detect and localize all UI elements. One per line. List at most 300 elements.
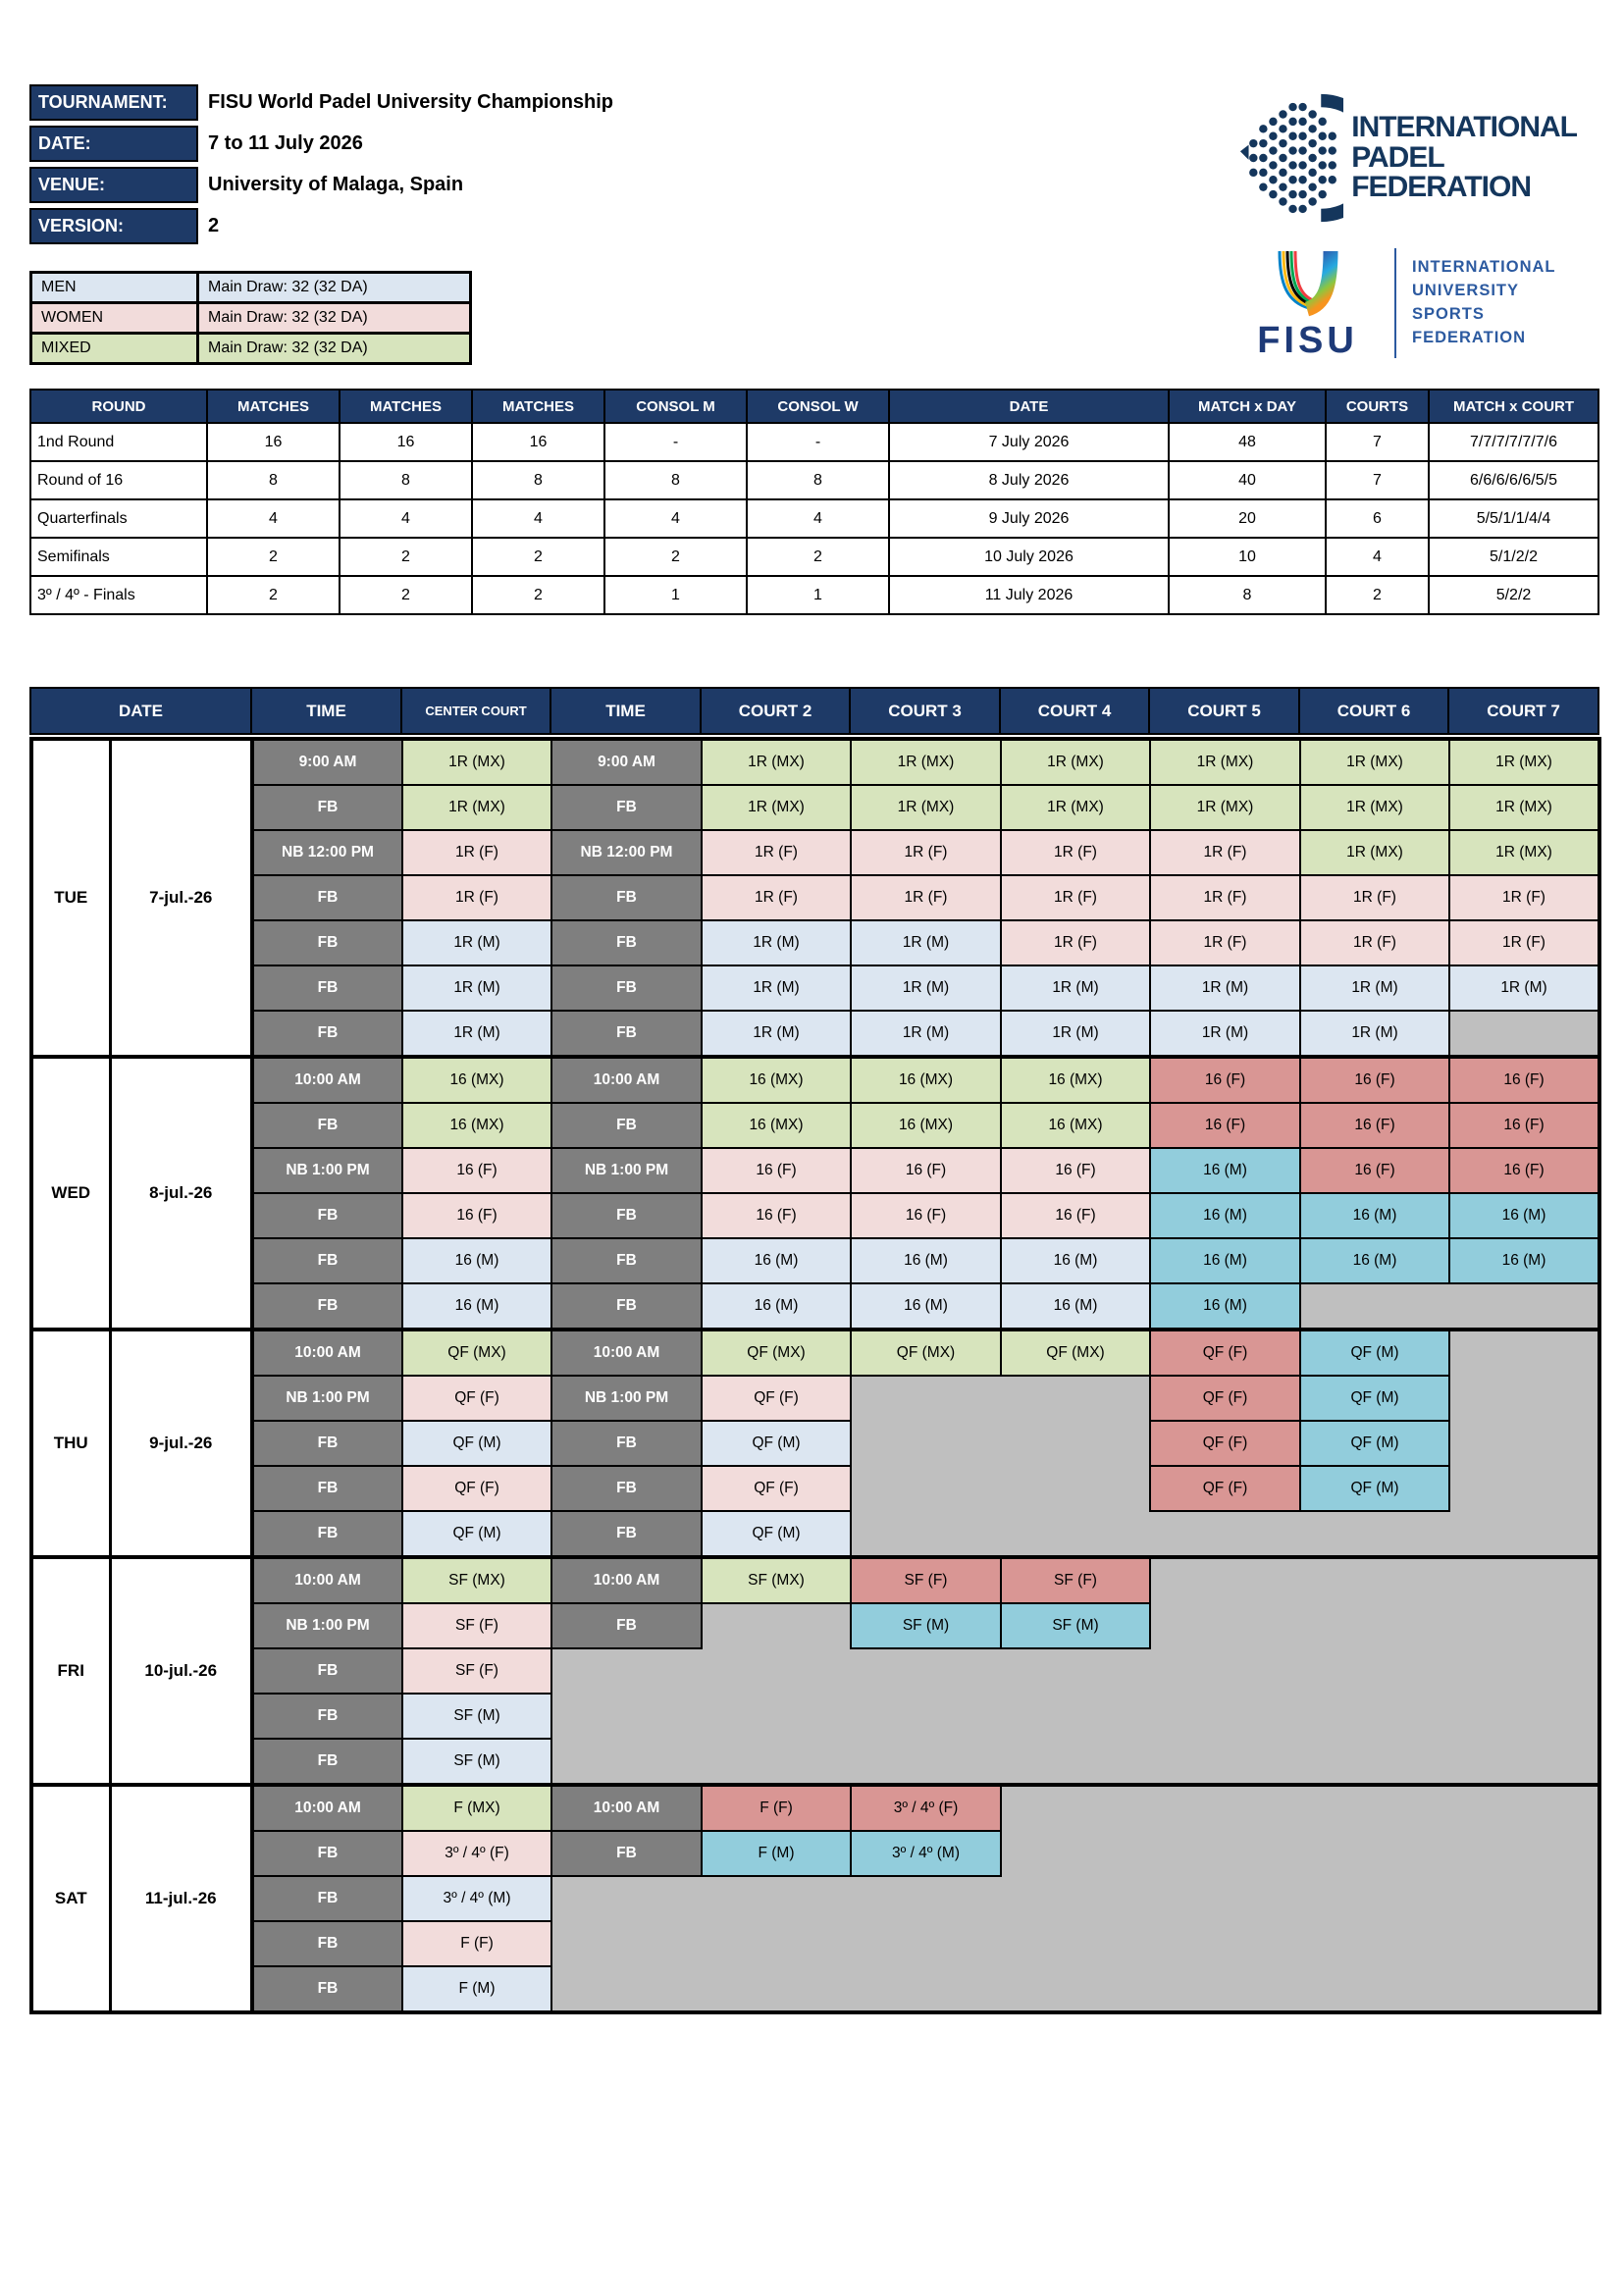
schedule-row	[31, 1603, 1599, 1648]
time-cell: FB	[551, 1103, 702, 1148]
match-cell-women: QF (F)	[702, 1466, 851, 1511]
match-cell-men: QF (M)	[702, 1511, 851, 1557]
rounds-header-row	[30, 390, 1598, 423]
empty-cell	[1001, 1376, 1150, 1421]
schedule-row	[31, 1876, 1599, 1921]
time-cell: 9:00 AM	[551, 739, 702, 785]
empty-cell	[1150, 1876, 1300, 1921]
match-cell-mixed: 16 (MX)	[702, 1057, 851, 1103]
time-cell: NB 1:00 PM	[252, 1376, 402, 1421]
match-cell-consol-men: 16 (M)	[1150, 1193, 1300, 1238]
empty-cell	[851, 1876, 1001, 1921]
match-cell-consol-women: 16 (F)	[1300, 1148, 1449, 1193]
match-cell-mixed: 16 (MX)	[402, 1103, 551, 1148]
empty-cell	[1001, 1739, 1150, 1785]
empty-cell	[1300, 1511, 1449, 1557]
info-row-date	[29, 126, 623, 162]
schedule-row	[31, 1511, 1599, 1557]
schedule-row	[31, 1376, 1599, 1421]
rounds-cell: 1	[747, 576, 889, 614]
rounds-row	[30, 499, 1598, 538]
match-cell-consol-women: QF (F)	[1150, 1376, 1300, 1421]
match-cell-mixed: 1R (MX)	[1300, 785, 1449, 830]
empty-cell	[1449, 1694, 1599, 1739]
match-cell-men: QF (M)	[402, 1421, 551, 1466]
match-cell-consol-women: 16 (F)	[1300, 1057, 1449, 1103]
rounds-cell: 16	[340, 423, 472, 461]
match-cell-women: 1R (F)	[1449, 920, 1599, 965]
rounds-header-matches: MATCHES	[472, 390, 604, 423]
match-cell-consol-women: QF (F)	[1150, 1466, 1300, 1511]
rounds-cell: 2	[340, 538, 472, 576]
match-cell-mixed: 1R (MX)	[1300, 739, 1449, 785]
rounds-cell: 16	[207, 423, 340, 461]
rounds-cell: 2	[207, 576, 340, 614]
match-cell-consol-women: SF (F)	[1001, 1557, 1150, 1603]
draw-row-men	[31, 273, 471, 303]
match-cell-women: 1R (F)	[1300, 875, 1449, 920]
match-cell-women: 16 (F)	[1001, 1193, 1150, 1238]
match-cell-mixed: 1R (MX)	[851, 739, 1001, 785]
time-cell: NB 12:00 PM	[551, 830, 702, 875]
fisu-logo	[1227, 238, 1580, 368]
match-cell-consol-women: 16 (F)	[1449, 1103, 1599, 1148]
match-cell-women: 1R (F)	[1001, 920, 1150, 965]
rounds-cell: 4	[1326, 538, 1429, 576]
time-cell: FB	[551, 1238, 702, 1283]
day-date: 8-jul.-26	[110, 1057, 252, 1330]
info-row-venue	[29, 167, 623, 203]
schedule-header-court-7: COURT 7	[1448, 688, 1598, 734]
schedule-row	[31, 920, 1599, 965]
rounds-cell: 4	[604, 499, 747, 538]
rounds-cell: 11 July 2026	[889, 576, 1169, 614]
ipf-line-2: PADEL	[1351, 140, 1444, 174]
match-cell-mixed: 1R (MX)	[1449, 785, 1599, 830]
empty-cell	[1449, 1466, 1599, 1511]
rounds-cell: 5/5/1/1/4/4	[1429, 499, 1598, 538]
empty-cell	[1150, 1511, 1300, 1557]
schedule-header-time: TIME	[251, 688, 401, 734]
time-cell: FB	[551, 1466, 702, 1511]
match-cell-men: 1R (M)	[702, 1011, 851, 1057]
empty-cell	[1300, 1831, 1449, 1876]
time-cell: FB	[551, 965, 702, 1011]
day-date: 11-jul.-26	[110, 1785, 252, 2012]
empty-cell	[1001, 1421, 1150, 1466]
rounds-header-consol-m: CONSOL M	[604, 390, 747, 423]
match-cell-women: 16 (F)	[1001, 1148, 1150, 1193]
schedule-row	[31, 1739, 1599, 1785]
match-cell-women: 1R (F)	[851, 875, 1001, 920]
rounds-header-match-x-day: MATCH x DAY	[1169, 390, 1326, 423]
empty-cell	[1001, 1511, 1150, 1557]
rounds-cell: 8	[207, 461, 340, 499]
time-cell: NB 1:00 PM	[551, 1376, 702, 1421]
rounds-cell: 48	[1169, 423, 1326, 461]
rounds-cell: 7/7/7/7/7/7/6	[1429, 423, 1598, 461]
rounds-cell: 8	[472, 461, 604, 499]
empty-cell	[1300, 1966, 1449, 2012]
empty-cell	[1300, 1876, 1449, 1921]
empty-cell	[1449, 1876, 1599, 1921]
empty-cell	[702, 1876, 851, 1921]
match-cell-mixed: 16 (MX)	[1001, 1057, 1150, 1103]
info-row-version	[29, 208, 623, 244]
empty-cell	[1300, 1694, 1449, 1739]
match-cell-consol-women: 16 (F)	[1300, 1103, 1449, 1148]
empty-cell	[1449, 1330, 1599, 1376]
match-cell-men: 1R (M)	[1300, 1011, 1449, 1057]
day-label: FRI	[31, 1557, 110, 1785]
match-cell-men: 16 (M)	[702, 1238, 851, 1283]
time-cell: FB	[252, 1921, 402, 1966]
match-cell-women: 1R (F)	[1300, 920, 1449, 965]
match-cell-women: 1R (F)	[1150, 920, 1300, 965]
schedule-row	[31, 1148, 1599, 1193]
empty-cell	[1150, 1694, 1300, 1739]
empty-cell	[1150, 1648, 1300, 1694]
match-cell-women: 3º / 4º (F)	[402, 1831, 551, 1876]
day-label: SAT	[31, 1785, 110, 2012]
empty-cell	[1150, 1831, 1300, 1876]
empty-cell	[1300, 1785, 1449, 1831]
draw-value-men: Main Draw: 32 (32 DA)	[198, 273, 471, 303]
draw-row-mixed	[31, 334, 471, 364]
match-cell-women: 1R (F)	[702, 830, 851, 875]
schedule-header-court-6: COURT 6	[1299, 688, 1448, 734]
rounds-table	[29, 389, 1599, 615]
rounds-cell: 5/1/2/2	[1429, 538, 1598, 576]
ipf-line-1: INTERNATIONAL	[1351, 110, 1577, 143]
match-cell-consol-women: 3º / 4º (F)	[851, 1785, 1001, 1831]
empty-cell	[851, 1921, 1001, 1966]
empty-cell	[1150, 1557, 1300, 1603]
time-cell: FB	[252, 1648, 402, 1694]
empty-cell	[1150, 1739, 1300, 1785]
rounds-cell: 7 July 2026	[889, 423, 1169, 461]
time-cell: 9:00 AM	[252, 739, 402, 785]
match-cell-mixed: 1R (MX)	[1449, 830, 1599, 875]
match-cell-men: 1R (M)	[402, 965, 551, 1011]
rounds-cell: 10	[1169, 538, 1326, 576]
empty-cell	[1449, 1283, 1599, 1330]
rounds-cell: 4	[207, 499, 340, 538]
match-cell-consol-men: SF (M)	[1001, 1603, 1150, 1648]
match-cell-mixed: 16 (MX)	[1001, 1103, 1150, 1148]
draw-label-men: MEN	[31, 273, 198, 303]
match-cell-consol-women: 16 (F)	[1449, 1148, 1599, 1193]
empty-cell	[851, 1511, 1001, 1557]
match-cell-consol-women: 16 (F)	[1150, 1057, 1300, 1103]
empty-cell	[1001, 1466, 1150, 1511]
match-cell-women: F (F)	[402, 1921, 551, 1966]
match-cell-mixed: 16 (MX)	[851, 1103, 1001, 1148]
match-cell-women: 1R (F)	[1150, 830, 1300, 875]
rounds-cell: 40	[1169, 461, 1326, 499]
schedule-header-row	[30, 688, 1598, 734]
match-cell-mixed: SF (MX)	[402, 1557, 551, 1603]
day-date: 9-jul.-26	[110, 1330, 252, 1557]
match-cell-women: 1R (F)	[402, 830, 551, 875]
match-cell-women: 16 (F)	[851, 1193, 1001, 1238]
rounds-cell: 2	[604, 538, 747, 576]
match-cell-women: 1R (F)	[1449, 875, 1599, 920]
match-cell-mixed: QF (MX)	[702, 1330, 851, 1376]
empty-cell	[1449, 1376, 1599, 1421]
schedule-header-time: TIME	[550, 688, 701, 734]
match-cell-women: 16 (F)	[702, 1148, 851, 1193]
rounds-cell: 2	[472, 538, 604, 576]
empty-cell	[1449, 1557, 1599, 1603]
empty-cell	[851, 1966, 1001, 2012]
match-cell-men: 1R (M)	[1449, 965, 1599, 1011]
empty-cell	[1300, 1921, 1449, 1966]
match-cell-consol-men: 16 (M)	[1300, 1193, 1449, 1238]
schedule-header-table	[29, 687, 1599, 735]
match-cell-mixed: 1R (MX)	[1001, 785, 1150, 830]
rounds-cell: 4	[747, 499, 889, 538]
match-cell-men: 1R (M)	[402, 1011, 551, 1057]
empty-cell	[1150, 1603, 1300, 1648]
empty-cell	[1449, 1966, 1599, 2012]
rounds-cell: 7	[1326, 423, 1429, 461]
match-cell-men: 16 (M)	[851, 1238, 1001, 1283]
match-cell-men: 1R (M)	[702, 965, 851, 1011]
time-cell: FB	[551, 785, 702, 830]
time-cell: FB	[551, 1011, 702, 1057]
match-cell-men: 16 (M)	[402, 1238, 551, 1283]
time-cell: FB	[252, 1193, 402, 1238]
fisu-u-icon	[1266, 247, 1350, 320]
empty-cell	[1001, 1921, 1150, 1966]
match-cell-mixed: 16 (MX)	[851, 1057, 1001, 1103]
schedule-row	[31, 1330, 1599, 1376]
empty-cell	[1150, 1921, 1300, 1966]
match-cell-mixed: 16 (MX)	[702, 1103, 851, 1148]
time-cell: 10:00 AM	[551, 1330, 702, 1376]
time-cell: 10:00 AM	[551, 1557, 702, 1603]
match-cell-men: 16 (M)	[702, 1283, 851, 1330]
match-cell-men: SF (M)	[402, 1739, 551, 1785]
rounds-cell: Round of 16	[30, 461, 207, 499]
schedule-header-center-court: CENTER COURT	[401, 688, 550, 734]
match-cell-consol-women: QF (F)	[1150, 1330, 1300, 1376]
info-label-date: DATE:	[29, 126, 198, 162]
match-cell-women: 16 (F)	[402, 1148, 551, 1193]
info-value-tournament: FISU World Padel University Championship	[208, 91, 614, 113]
match-cell-women: 1R (F)	[702, 875, 851, 920]
rounds-row	[30, 538, 1598, 576]
time-cell: FB	[252, 1283, 402, 1330]
day-label: WED	[31, 1057, 110, 1330]
empty-cell	[1449, 1011, 1599, 1057]
match-cell-mixed: QF (MX)	[1001, 1330, 1150, 1376]
match-cell-consol-women: F (F)	[702, 1785, 851, 1831]
match-cell-consol-men: 16 (M)	[1150, 1283, 1300, 1330]
info-label-venue: VENUE:	[29, 167, 198, 203]
fisu-wordmark: FISU	[1257, 320, 1358, 361]
rounds-cell: 4	[472, 499, 604, 538]
schedule-row	[31, 1193, 1599, 1238]
time-cell: FB	[551, 875, 702, 920]
rounds-cell: 3º / 4º - Finals	[30, 576, 207, 614]
match-cell-women: SF (F)	[402, 1648, 551, 1694]
match-cell-women: QF (F)	[402, 1376, 551, 1421]
time-cell: FB	[551, 1603, 702, 1648]
draw-label-mixed: MIXED	[31, 334, 198, 364]
empty-cell	[551, 1739, 702, 1785]
empty-cell	[1300, 1603, 1449, 1648]
info-value-date: 7 to 11 July 2026	[208, 132, 363, 154]
rounds-cell: 4	[340, 499, 472, 538]
rounds-header-consol-w: CONSOL W	[747, 390, 889, 423]
rounds-header-date: DATE	[889, 390, 1169, 423]
match-cell-mixed: 1R (MX)	[1150, 739, 1300, 785]
empty-cell	[551, 1921, 702, 1966]
empty-cell	[1150, 1966, 1300, 2012]
rounds-cell: -	[604, 423, 747, 461]
time-cell: FB	[551, 1193, 702, 1238]
time-cell: FB	[252, 1831, 402, 1876]
schedule-row	[31, 1648, 1599, 1694]
match-cell-men: SF (M)	[402, 1694, 551, 1739]
fisu-line-2: UNIVERSITY	[1412, 282, 1520, 300]
match-cell-mixed: 1R (MX)	[702, 739, 851, 785]
time-cell: 10:00 AM	[551, 1785, 702, 1831]
schedule-row	[31, 1238, 1599, 1283]
empty-cell	[1449, 1511, 1599, 1557]
empty-cell	[1300, 1739, 1449, 1785]
schedule-table	[29, 737, 1601, 2014]
match-cell-men: 1R (M)	[1001, 965, 1150, 1011]
rounds-cell: 6	[1326, 499, 1429, 538]
rounds-cell: 8 July 2026	[889, 461, 1169, 499]
fisu-divider	[1394, 248, 1396, 358]
match-cell-consol-men: 16 (M)	[1150, 1238, 1300, 1283]
draw-label-women: WOMEN	[31, 303, 198, 334]
rounds-cell: 10 July 2026	[889, 538, 1169, 576]
time-cell: 10:00 AM	[252, 1785, 402, 1831]
time-cell: FB	[252, 1238, 402, 1283]
empty-cell	[851, 1739, 1001, 1785]
time-cell: FB	[551, 1511, 702, 1557]
match-cell-mixed: 1R (MX)	[1300, 830, 1449, 875]
rounds-row	[30, 576, 1598, 614]
empty-cell	[551, 1648, 702, 1694]
time-cell: FB	[551, 920, 702, 965]
match-cell-women: 1R (F)	[1001, 875, 1150, 920]
empty-cell	[1449, 1785, 1599, 1831]
empty-cell	[551, 1966, 702, 2012]
schedule-row	[31, 1283, 1599, 1330]
match-cell-men: 16 (M)	[402, 1283, 551, 1330]
schedule-row	[31, 1103, 1599, 1148]
time-cell: 10:00 AM	[551, 1057, 702, 1103]
match-cell-consol-men: 16 (M)	[1300, 1238, 1449, 1283]
match-cell-men: 1R (M)	[851, 1011, 1001, 1057]
time-cell: NB 1:00 PM	[252, 1148, 402, 1193]
empty-cell	[1001, 1648, 1150, 1694]
padel-ball-icon	[1238, 84, 1343, 232]
info-value-version: 2	[208, 215, 220, 236]
empty-cell	[1300, 1648, 1449, 1694]
rounds-row	[30, 423, 1598, 461]
info-label-version: VERSION:	[29, 208, 198, 244]
schedule-row	[31, 739, 1599, 785]
rounds-cell: 8	[604, 461, 747, 499]
match-cell-men: 16 (M)	[1001, 1238, 1150, 1283]
match-cell-mixed: QF (MX)	[851, 1330, 1001, 1376]
match-cell-mixed: 1R (MX)	[1001, 739, 1150, 785]
match-cell-men: 1R (M)	[1150, 965, 1300, 1011]
empty-cell	[1300, 1283, 1449, 1330]
match-cell-consol-women: 16 (F)	[1449, 1057, 1599, 1103]
time-cell: NB 1:00 PM	[252, 1603, 402, 1648]
time-cell: 10:00 AM	[252, 1557, 402, 1603]
match-cell-women: 1R (F)	[1001, 830, 1150, 875]
rounds-cell: Semifinals	[30, 538, 207, 576]
match-cell-mixed: 1R (MX)	[402, 785, 551, 830]
schedule-row	[31, 1057, 1599, 1103]
empty-cell	[1001, 1831, 1150, 1876]
empty-cell	[1449, 1421, 1599, 1466]
match-cell-men: 1R (M)	[1150, 1011, 1300, 1057]
time-cell: 10:00 AM	[252, 1057, 402, 1103]
match-cell-mixed: F (MX)	[402, 1785, 551, 1831]
time-cell: FB	[252, 1421, 402, 1466]
time-cell: FB	[252, 965, 402, 1011]
info-value-venue: University of Malaga, Spain	[208, 174, 464, 195]
rounds-cell: 5/2/2	[1429, 576, 1598, 614]
match-cell-consol-men: QF (M)	[1300, 1330, 1449, 1376]
rounds-cell: 20	[1169, 499, 1326, 538]
schedule-row	[31, 1966, 1599, 2012]
match-cell-men: 1R (M)	[702, 920, 851, 965]
match-cell-men: 1R (M)	[851, 965, 1001, 1011]
ipf-line-3: FEDERATION	[1351, 171, 1532, 204]
schedule-row	[31, 830, 1599, 875]
match-cell-women: 1R (F)	[402, 875, 551, 920]
time-cell: NB 12:00 PM	[252, 830, 402, 875]
schedule-row	[31, 1831, 1599, 1876]
match-cell-consol-men: 3º / 4º (M)	[851, 1831, 1001, 1876]
match-cell-mixed: SF (MX)	[702, 1557, 851, 1603]
time-cell: FB	[252, 1511, 402, 1557]
rounds-cell: 2	[1326, 576, 1429, 614]
empty-cell	[702, 1739, 851, 1785]
match-cell-women: SF (F)	[402, 1603, 551, 1648]
match-cell-women: 16 (F)	[851, 1148, 1001, 1193]
match-cell-consol-women: QF (F)	[1150, 1421, 1300, 1466]
match-cell-mixed: 1R (MX)	[851, 785, 1001, 830]
match-cell-mixed: 16 (MX)	[402, 1057, 551, 1103]
match-cell-consol-women: SF (F)	[851, 1557, 1001, 1603]
empty-cell	[702, 1603, 851, 1648]
empty-cell	[702, 1966, 851, 2012]
rounds-header-round: ROUND	[30, 390, 207, 423]
time-cell: FB	[252, 1876, 402, 1921]
rounds-cell: 2	[207, 538, 340, 576]
time-cell: FB	[252, 785, 402, 830]
rounds-cell: 8	[340, 461, 472, 499]
schedule-row	[31, 1785, 1599, 1831]
match-cell-consol-men: 16 (M)	[1449, 1238, 1599, 1283]
match-cell-men: 1R (M)	[851, 920, 1001, 965]
rounds-cell: 9 July 2026	[889, 499, 1169, 538]
match-cell-consol-men: QF (M)	[1300, 1466, 1449, 1511]
match-cell-consol-men: QF (M)	[1300, 1421, 1449, 1466]
